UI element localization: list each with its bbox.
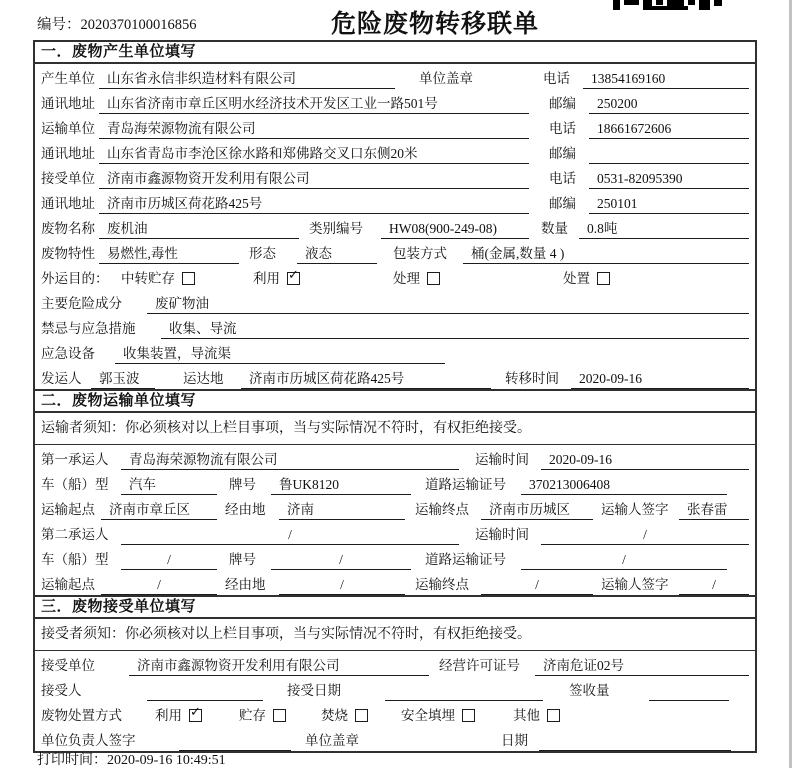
- spacer: [299, 238, 309, 239]
- form-label: 运输起点: [41, 577, 95, 592]
- checkbox-unchecked: [427, 272, 440, 285]
- checkbox-unchecked: [273, 709, 286, 722]
- spacer: [377, 263, 393, 264]
- form-field-value: 济南市历城区荷花路425号: [99, 193, 529, 214]
- form-field-value: /: [271, 549, 411, 570]
- form-row: [35, 89, 755, 114]
- form-label: 第二承运人: [41, 527, 109, 542]
- form-field-value: 济南市鑫源物资开发利用有限公司: [129, 655, 429, 676]
- spacer: [217, 519, 225, 520]
- form-label: 禁忌与应急措施: [41, 321, 136, 336]
- form-row: [35, 701, 755, 726]
- form-label: 发运人: [41, 371, 82, 386]
- form-label: 形态: [249, 246, 276, 261]
- print-time-value: 2020-09-16 10:49:51: [107, 753, 226, 768]
- form-field-value: /: [121, 524, 459, 545]
- form-row: [35, 64, 755, 89]
- spacer: [87, 700, 147, 701]
- form-label: 牌号: [229, 477, 256, 492]
- form-label: 经营许可证号: [439, 658, 520, 673]
- form-label: 通讯地址: [41, 96, 95, 111]
- form-label: 通讯地址: [41, 146, 95, 161]
- form-label: 废物特性: [41, 246, 95, 261]
- spacer: [147, 338, 161, 339]
- spacer: [217, 569, 229, 570]
- form-field-value: 2020-09-16: [541, 449, 749, 470]
- form-row: [35, 214, 755, 239]
- form-field-value: [147, 680, 263, 701]
- form-field-value: 青岛海荣源物流有限公司: [121, 449, 459, 470]
- spacer: [155, 388, 183, 389]
- form-label: 接受单位: [41, 658, 95, 673]
- spacer: [615, 700, 649, 701]
- spacer: [593, 594, 601, 595]
- spacer: [529, 138, 549, 139]
- spacer: [299, 725, 321, 726]
- spacer: [405, 519, 415, 520]
- form-field-value: 废机油: [99, 218, 299, 239]
- form-field-value: 桶(金属,数量 4 ): [463, 243, 749, 264]
- form-label: 运输终点: [415, 502, 469, 517]
- form-label: 车（船）型: [41, 552, 109, 567]
- spacer: [459, 469, 475, 470]
- form-label: 外运目的：: [41, 271, 109, 286]
- form-field-value: 250200: [589, 93, 749, 114]
- spacer: [263, 700, 287, 701]
- spacer: [233, 388, 241, 389]
- form-label: 电话: [549, 171, 576, 186]
- spacer: [529, 113, 549, 114]
- spacer: [347, 700, 385, 701]
- page-title: 危险废物转移联单: [331, 10, 540, 38]
- form-label: 运输起点: [41, 502, 95, 517]
- checkbox-group: [321, 705, 381, 726]
- spacer: [491, 388, 505, 389]
- spacer: [411, 494, 425, 495]
- spacer: [313, 288, 393, 289]
- transfer-form: [33, 40, 757, 753]
- form-row: [35, 189, 755, 214]
- form-label: 第一承运人: [41, 452, 109, 467]
- form-label: 运达地: [183, 371, 224, 386]
- form-row: [35, 339, 755, 364]
- section-header: 一．废物产生单位填写: [35, 42, 755, 64]
- form-label: 运输时间: [475, 452, 529, 467]
- checkbox-checked: [287, 268, 300, 285]
- checkbox-group: [513, 705, 573, 726]
- form-field-value: /: [279, 574, 405, 595]
- form-label: 应急设备: [41, 346, 95, 361]
- checkbox-group: [239, 705, 299, 726]
- spacer: [593, 519, 601, 520]
- form-field-value: 济南市历城区荷花路425号: [241, 368, 491, 389]
- form-field-value: /: [541, 524, 749, 545]
- form-label: 经由地: [225, 577, 266, 592]
- form-row: [35, 139, 755, 164]
- print-timestamp: [37, 749, 226, 769]
- form-label: 接受单位: [41, 171, 95, 186]
- checkbox-unchecked: [597, 272, 610, 285]
- checkbox-unchecked: [355, 709, 368, 722]
- form-field-value: 2020-09-16: [571, 368, 749, 389]
- form-row: [35, 726, 755, 751]
- check-mark-icon: ✓: [190, 705, 201, 720]
- spacer: [291, 750, 305, 751]
- form-label: 道路运输证号: [425, 552, 506, 567]
- form-label: 日期: [501, 733, 528, 748]
- spacer: [453, 288, 563, 289]
- form-label: 电话: [543, 71, 570, 86]
- form-serial: [37, 13, 197, 34]
- form-label: 运输终点: [415, 577, 469, 592]
- form-row: [35, 314, 755, 339]
- section-header: 二．废物运输单位填写: [35, 389, 755, 413]
- spacer: [529, 213, 549, 214]
- form-row: [35, 114, 755, 139]
- section-header: 三．废物接受单位填写: [35, 595, 755, 619]
- form-field-value: 鲁UK8120: [271, 474, 411, 495]
- print-time-label: 打印时间：: [37, 753, 107, 768]
- spacer: [529, 238, 541, 239]
- form-label: 运输时间: [475, 527, 529, 542]
- form-field-value: 青岛海荣源物流有限公司: [99, 118, 529, 139]
- form-label: 主要危险成分: [41, 296, 122, 311]
- checkbox-group: [401, 705, 489, 726]
- spacer: [101, 675, 129, 676]
- form-field-value: 郭玉波: [91, 368, 155, 389]
- checkbox-label: 利用: [253, 271, 280, 286]
- spacer: [543, 700, 569, 701]
- serial-label: 编号：: [37, 17, 81, 33]
- section-notice: 接受者须知：你必须核对以上栏目事项，当与实际情况不符时，有权拒绝接受。: [35, 619, 755, 651]
- checkbox-group: [155, 705, 215, 726]
- form-row: [35, 289, 755, 314]
- form-label: 签收量: [569, 683, 610, 698]
- form-field-value: 废矿物油: [147, 293, 749, 314]
- form-label: 数量: [541, 221, 568, 236]
- form-field-value: [179, 730, 291, 751]
- spacer: [429, 675, 439, 676]
- form-row: [35, 239, 755, 264]
- form-row: [35, 676, 755, 701]
- form-field-value: 济南市历城区: [481, 499, 593, 520]
- spacer: [217, 494, 229, 495]
- form-row: [35, 264, 755, 289]
- page-edge-divider: [789, 0, 792, 768]
- form-field-value: 250101: [589, 193, 749, 214]
- spacer: [283, 263, 297, 264]
- serial-number: 2020370100016856: [80, 17, 197, 33]
- spacer: [455, 263, 463, 264]
- check-mark-icon: ✓: [288, 268, 299, 283]
- form-label: 邮编: [549, 96, 576, 111]
- form-field-value: /: [679, 574, 749, 595]
- form-label: 通讯地址: [41, 196, 95, 211]
- spacer: [101, 363, 115, 364]
- spacer: [263, 494, 271, 495]
- form-field-value: 18661672606: [589, 118, 749, 139]
- form-label: 接受日期: [287, 683, 341, 698]
- form-field-value: 0.8吨: [579, 218, 749, 239]
- form-field-value: 山东省济南市章丘区明水经济技术开发区工业一路501号: [99, 93, 529, 114]
- checkbox-label: 处理: [393, 271, 420, 286]
- spacer: [215, 725, 239, 726]
- checkbox-group: [393, 268, 453, 289]
- checkbox-group: [253, 268, 313, 289]
- form-row: [35, 651, 755, 676]
- spacer: [365, 750, 501, 751]
- form-row: [35, 545, 755, 570]
- form-label: 包装方式: [393, 246, 447, 261]
- form-row: [35, 164, 755, 189]
- spacer: [263, 569, 271, 570]
- form-field-value: 山东省永信非织造材料有限公司: [99, 68, 395, 89]
- form-field-value: 370213006408: [521, 474, 727, 495]
- checkbox-label: 焚烧: [321, 708, 348, 723]
- form-field-value: 济南危证02号: [535, 655, 749, 676]
- checkbox-unchecked: [462, 709, 475, 722]
- form-field-value: 济南市章丘区: [101, 499, 217, 520]
- checkbox-label: 利用: [155, 708, 182, 723]
- checkbox-label: 安全填埋: [401, 708, 455, 723]
- form-label: 道路运输证号: [425, 477, 506, 492]
- form-field-value: /: [521, 549, 727, 570]
- form-label: 牌号: [229, 552, 256, 567]
- form-label: 接受人: [41, 683, 82, 698]
- spacer: [489, 725, 513, 726]
- form-field-value: 易燃性,毒性: [99, 243, 239, 264]
- form-label: 邮编: [549, 196, 576, 211]
- spacer: [381, 725, 401, 726]
- form-field-value: /: [101, 574, 217, 595]
- form-row: [35, 520, 755, 545]
- spacer: [481, 88, 543, 89]
- form-label: 单位盖章: [305, 733, 359, 748]
- checkbox-label: 中转贮存: [121, 271, 175, 286]
- form-field-value: /: [481, 574, 593, 595]
- form-row: [35, 470, 755, 495]
- form-label: 运输人签字: [601, 577, 669, 592]
- form-label: 单位盖章: [419, 71, 473, 86]
- spacer: [529, 188, 549, 189]
- spacer: [395, 88, 419, 89]
- form-row: [35, 364, 755, 389]
- spacer: [131, 725, 155, 726]
- form-field-value: 济南市鑫源物资开发利用有限公司: [99, 168, 529, 189]
- spacer: [529, 163, 549, 164]
- checkbox-group: [121, 268, 217, 289]
- form-label: 经由地: [225, 502, 266, 517]
- form-label: 产生单位: [41, 71, 95, 86]
- spacer: [411, 569, 425, 570]
- form-field-value: 13854169160: [583, 68, 749, 89]
- spacer: [239, 263, 249, 264]
- form-label: 运输单位: [41, 121, 95, 136]
- form-label: 邮编: [549, 146, 576, 161]
- form-row: [35, 495, 755, 520]
- form-field-value: /: [121, 549, 217, 570]
- form-field-value: [539, 730, 731, 751]
- form-field-value: 0531-82095390: [589, 168, 749, 189]
- form-field-value: 液态: [297, 243, 377, 264]
- form-field-value: 汽车: [121, 474, 217, 495]
- form-field-value: 张春雷: [679, 499, 749, 520]
- checkbox-checked: [189, 705, 202, 722]
- checkbox-unchecked: [182, 272, 195, 285]
- form-field-value: 收集、导流: [161, 318, 749, 339]
- form-field-value: [385, 680, 543, 701]
- form-label: 废物名称: [41, 221, 95, 236]
- form-label: 单位负责人签字: [41, 733, 136, 748]
- spacer: [405, 594, 415, 595]
- section-notice: 运输者须知：你必须核对以上栏目事项，当与实际情况不符时，有权拒绝接受。: [35, 413, 755, 445]
- checkbox-label: 贮存: [239, 708, 266, 723]
- form-label: 转移时间: [505, 371, 559, 386]
- form-label: 车（船）型: [41, 477, 109, 492]
- form-label: 电话: [549, 121, 576, 136]
- form-row: [35, 445, 755, 470]
- spacer: [217, 594, 225, 595]
- spacer: [369, 238, 381, 239]
- spacer: [531, 750, 539, 751]
- form-row: [35, 570, 755, 595]
- form-label: 类别编号: [309, 221, 363, 236]
- form-field-value: 山东省青岛市李沧区徐水路和郑佛路交叉口东侧20米: [99, 143, 529, 164]
- spacer: [459, 544, 475, 545]
- form-field-value: [589, 143, 749, 164]
- form-label: 运输人签字: [601, 502, 669, 517]
- form-label: 废物处置方式: [41, 708, 122, 723]
- checkbox-label: 处置: [563, 271, 590, 286]
- checkbox-label: 其他: [513, 708, 540, 723]
- qr-code-partial-icon: [613, 0, 725, 10]
- spacer: [217, 288, 253, 289]
- spacer: [133, 313, 147, 314]
- form-field-value: HW08(900-249-08): [381, 218, 529, 239]
- form-field-value: 济南: [279, 499, 405, 520]
- checkbox-group: [563, 268, 623, 289]
- form-field-value: 收集装置，导流渠: [115, 343, 445, 364]
- form-field-value: [649, 680, 729, 701]
- checkbox-unchecked: [547, 709, 560, 722]
